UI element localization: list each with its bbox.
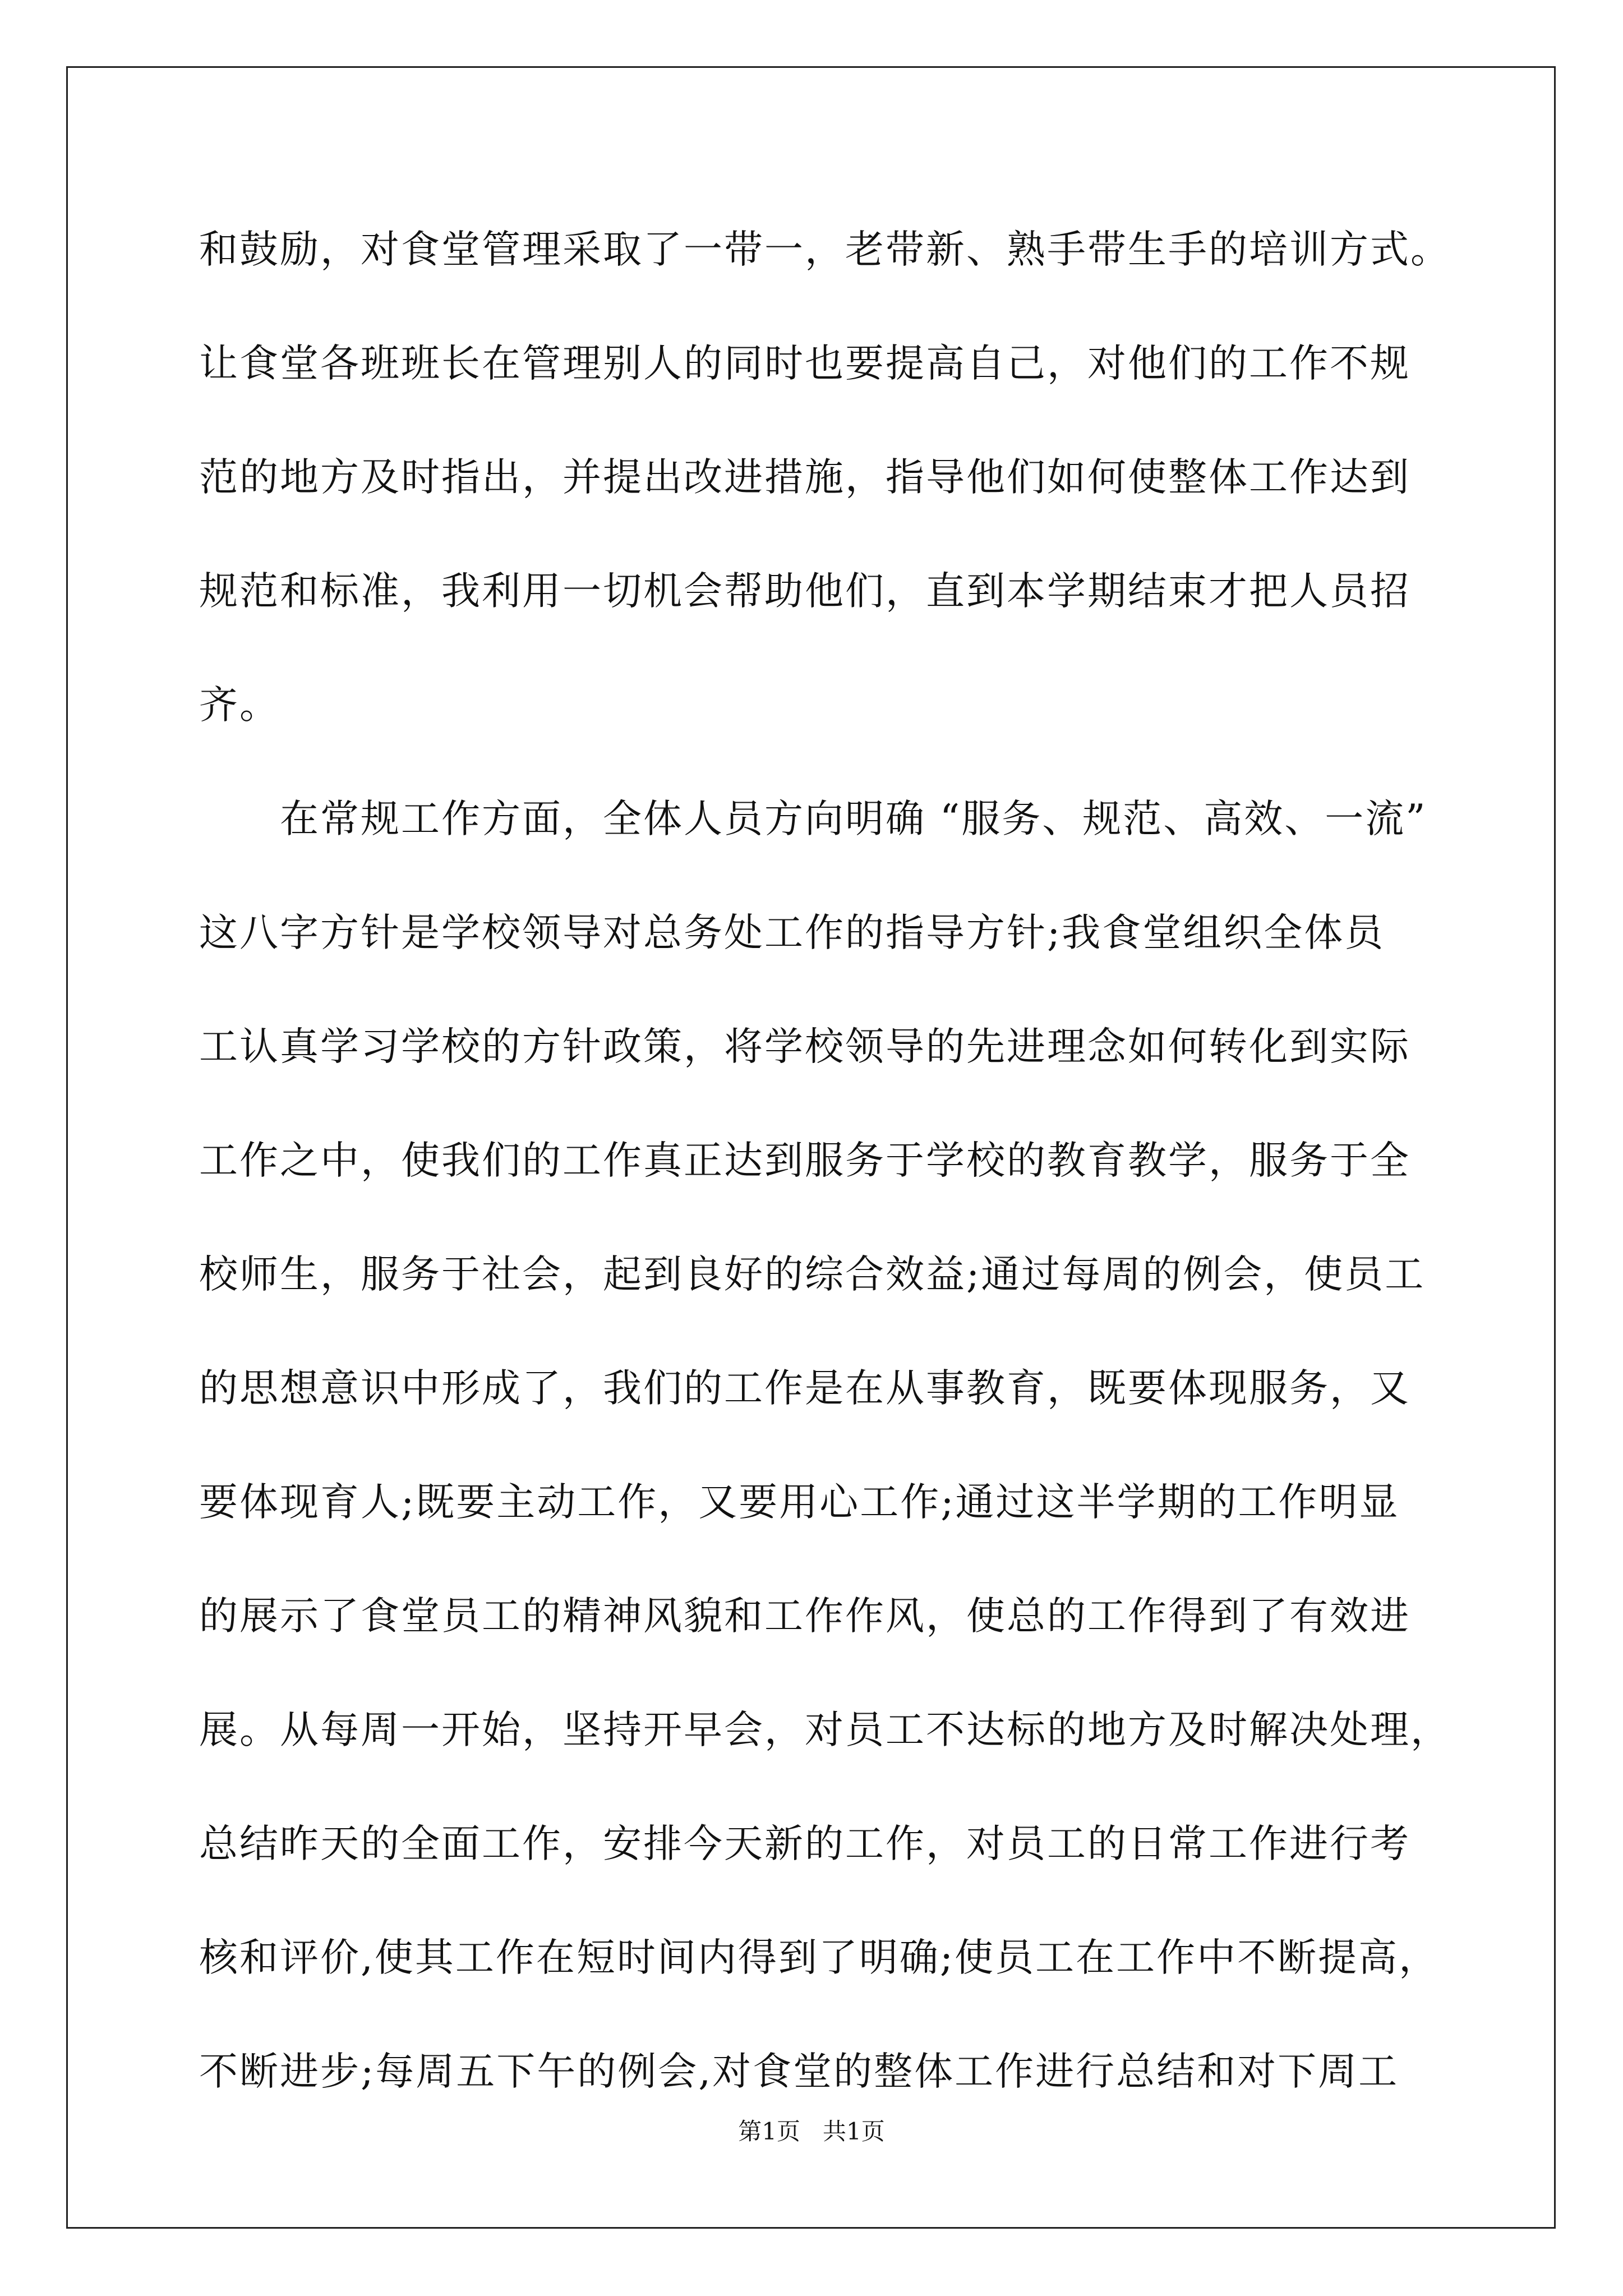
text-line: 工作之中，使我们的工作真正达到服务于学校的教育教学，服务于全 — [199, 1138, 1410, 1183]
page-number-footer: 第1页 共1页 — [738, 2118, 885, 2145]
text-line: 让食堂各班班长在管理别人的同时也要提高自己，对他们的工作不规 — [199, 341, 1410, 386]
text-line: 范的地方及时指出，并提出改进措施，指导他们如何使整体工作达到 — [199, 455, 1410, 500]
paragraph-start-line: 在常规工作方面，全体人员方向明确 “服务、规范、高效、一流” — [199, 797, 1427, 841]
text-line: 总结昨天的全面工作，安排今天新的工作，对员工的日常工作进行考 — [199, 1821, 1410, 1866]
text-line: 齐。 — [199, 683, 280, 728]
text-line: 的思想意识中形成了，我们的工作是在从事教育，既要体现服务，又 — [199, 1366, 1410, 1411]
text-line: 校师生，服务于社会，起到良好的综合效益;通过每周的例会，使员工 — [199, 1252, 1426, 1297]
text-line: 规范和标准，我利用一切机会帮助他们，直到本学期结束才把人员招 — [199, 569, 1410, 614]
text-line: 要体现育人;既要主动工作，又要用心工作;通过这半学期的工作明显 — [199, 1480, 1400, 1525]
text-line: 这八字方针是学校领导对总务处工作的指导方针;我食堂组织全体员 — [199, 910, 1385, 955]
text-line: 展。从每周一开始，坚持开早会，对员工不达标的地方及时解决处理， — [199, 1708, 1451, 1752]
text-line: 不断进步;每周五下午的例会,对食堂的整体工作进行总结和对下周工 — [199, 2049, 1399, 2094]
text-line: 的展示了食堂员工的精神风貌和工作作风，使总的工作得到了有效进 — [199, 1594, 1410, 1639]
text-line: 核和评价,使其工作在短时间内得到了明确;使员工在工作中不断提高， — [199, 1935, 1440, 1980]
text-line: 工认真学习学校的方针政策，将学校领导的先进理念如何转化到实际 — [199, 1024, 1410, 1069]
text-line: 和鼓励，对食堂管理采取了一带一，老带新、熟手带生手的培训方式。 — [199, 227, 1451, 272]
